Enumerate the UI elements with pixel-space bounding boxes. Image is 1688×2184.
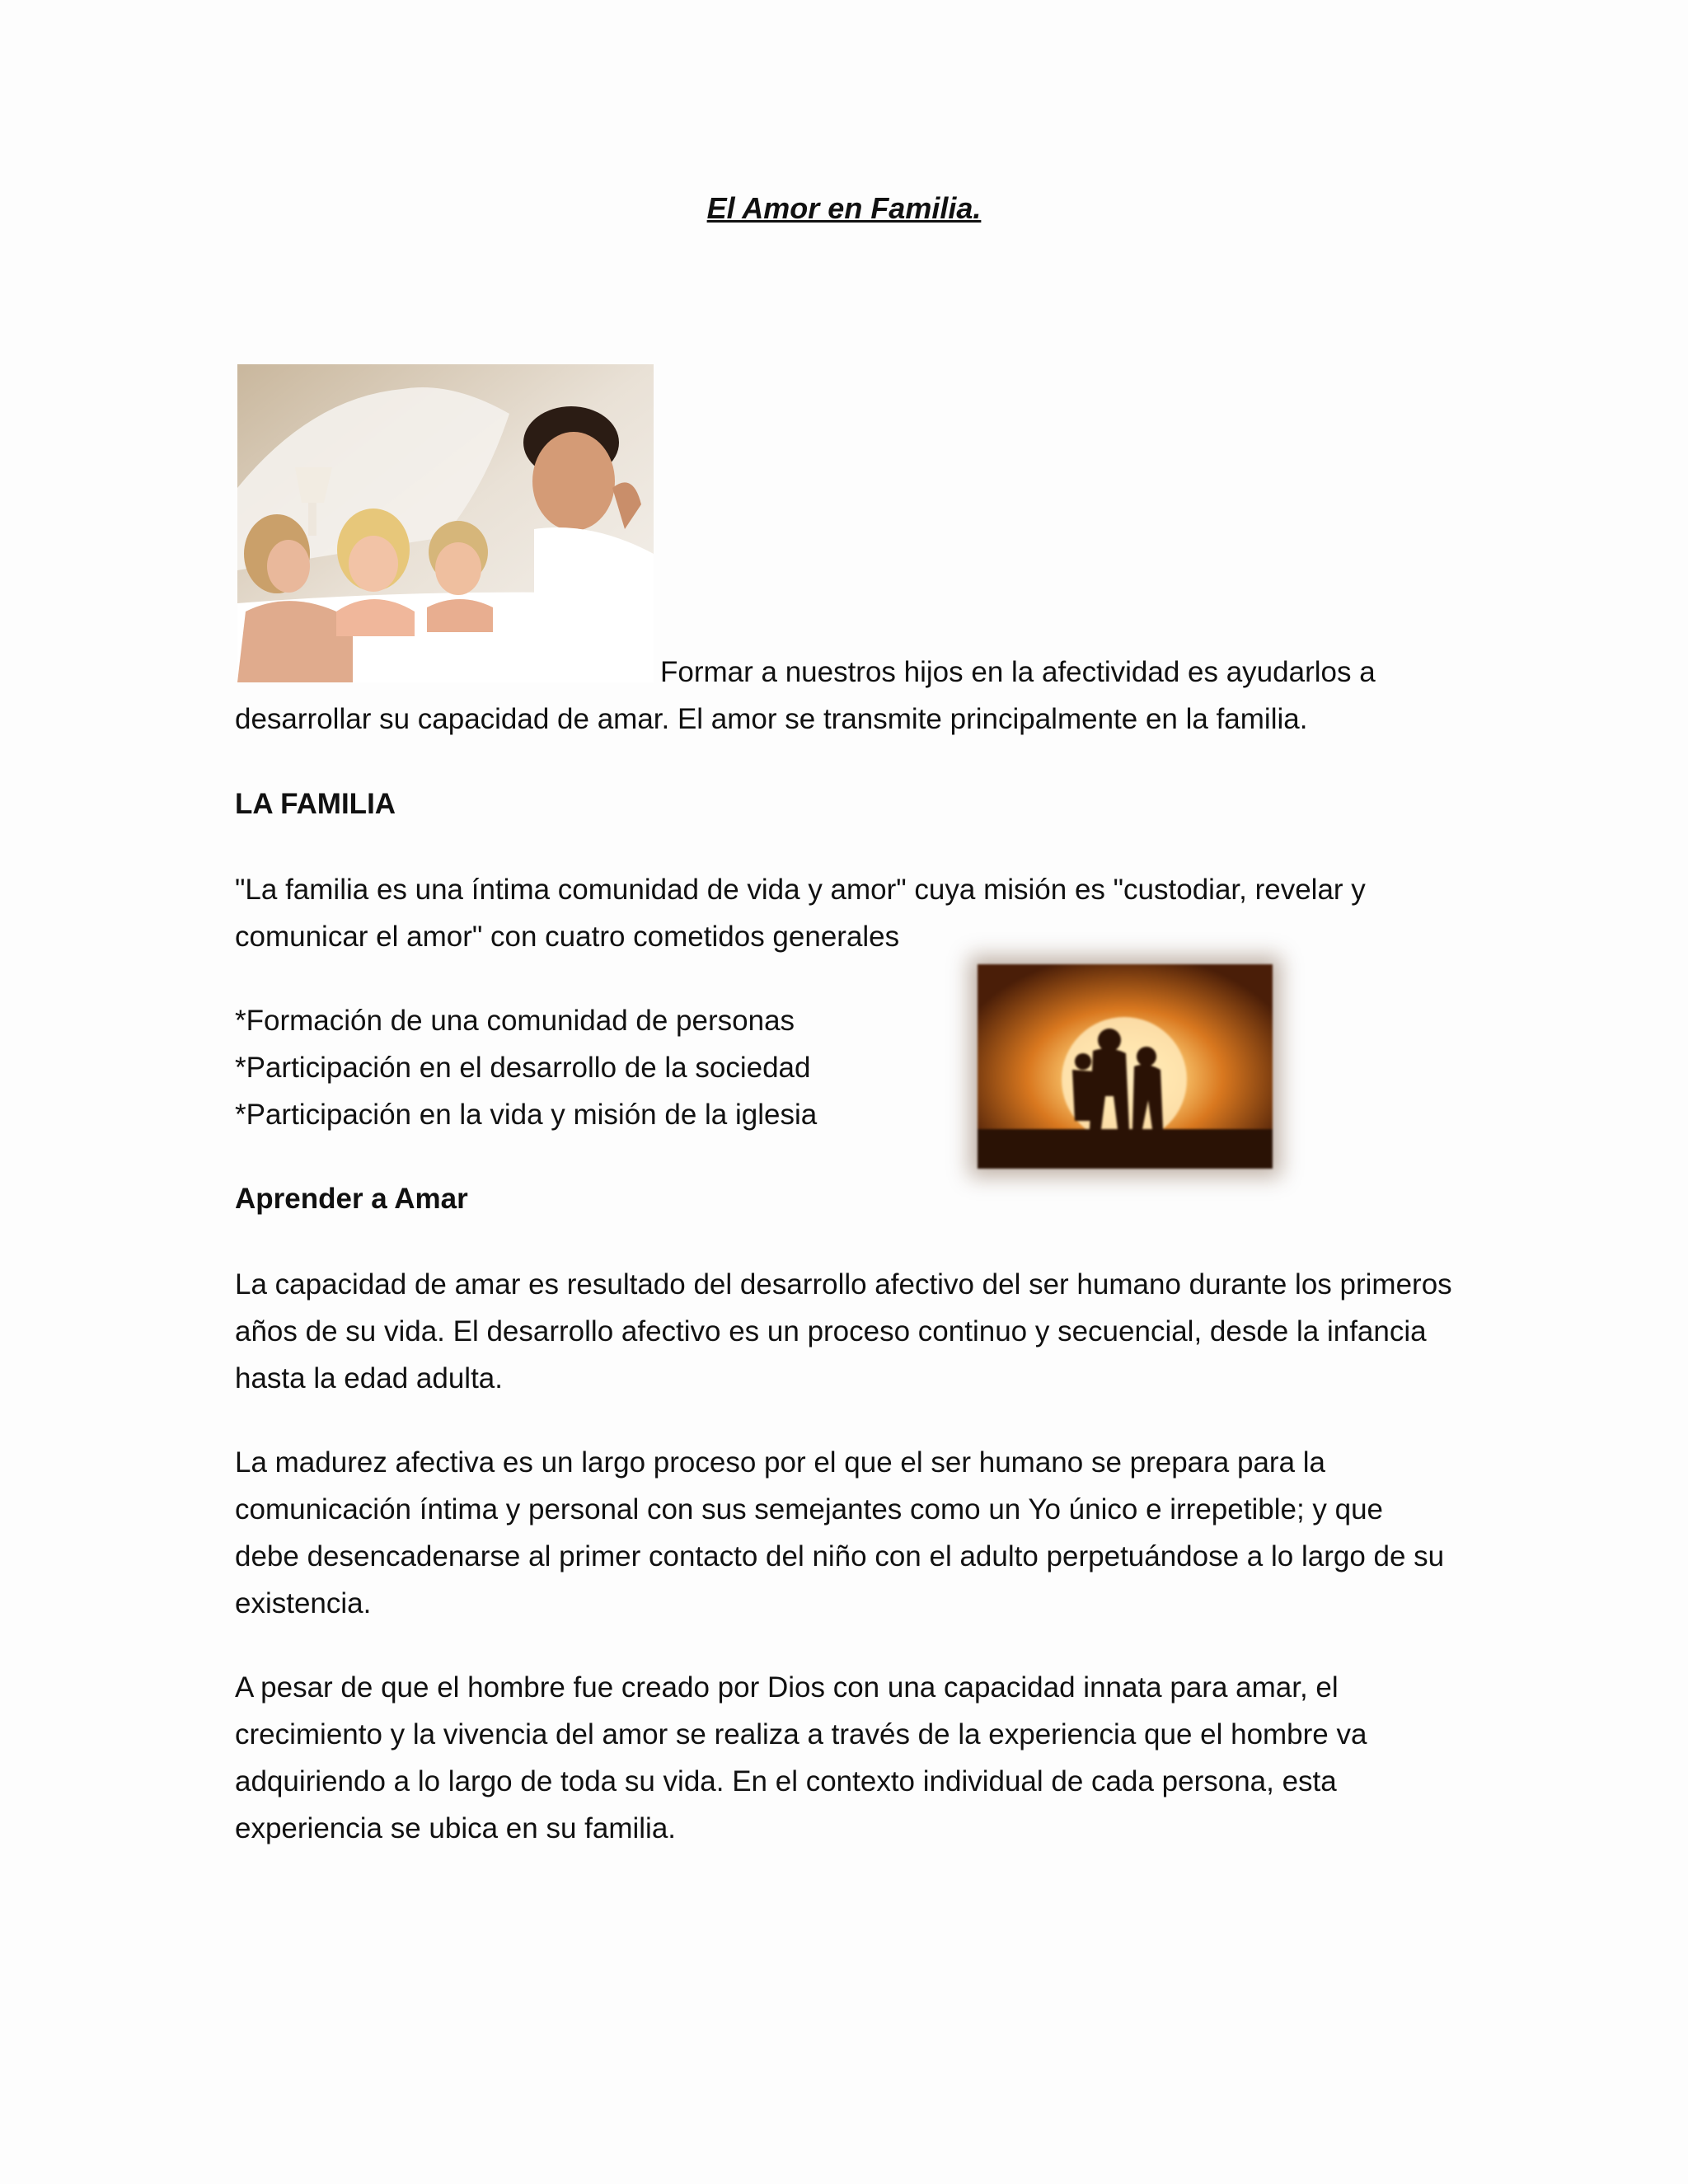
cometidos-list (235, 997, 977, 1138)
la-familia-paragraph: "La familia es una íntima comunidad de vida y amor" cuya misión es "custodiar, revelar y comunicar el amor" con cuatro cometidos generales (235, 874, 1366, 953)
section-heading-la-familia: LA FAMILIA (235, 788, 396, 820)
family-photo (237, 364, 654, 682)
aprender-paragraph-1: La capacidad de amar es resultado del desarrollo afectivo del ser humano durante los primeros años de su vida. El desarrollo afectivo es un proceso continuo y secuencial, desde la infancia hasta la edad adulta. (235, 1268, 1452, 1394)
section-heading-aprender-a-amar: Aprender a Amar (235, 1183, 468, 1215)
list-item: *Formación de una comunidad de personas (235, 1005, 795, 1037)
page-title: El Amor en Familia. (706, 191, 982, 225)
family-sunset-photo (978, 964, 1273, 1169)
list-item: *Participación en la vida y misión de la iglesia (235, 1099, 818, 1131)
aprender-paragraph-2: La madurez afectiva es un largo proceso por el que el ser humano se prepara para la comunicación íntima y personal con sus semejantes como un Yo único e irrepetible; y que debe desencadenarse al primer contacto del niño con el adulto perpetuándose a lo largo de su existencia. (235, 1446, 1445, 1619)
intro-paragraph: Formar a nuestros hijos en la afectividad es ayudarlos a desarrollar su capacidad de amar. El amor se transmite principalmente en la familia. (235, 656, 1376, 735)
list-item: *Participación en el desarrollo de la sociedad (235, 1052, 811, 1084)
aprender-paragraph-3: A pesar de que el hombre fue creado por Dios con una capacidad innata para amar, el crecimiento y la vivencia del amor se realiza a través de la experiencia que el hombre va adquiriendo a lo largo de toda su vida. En el contexto individual de cada persona, esta experiencia se ubica en su familia. (235, 1671, 1367, 1844)
